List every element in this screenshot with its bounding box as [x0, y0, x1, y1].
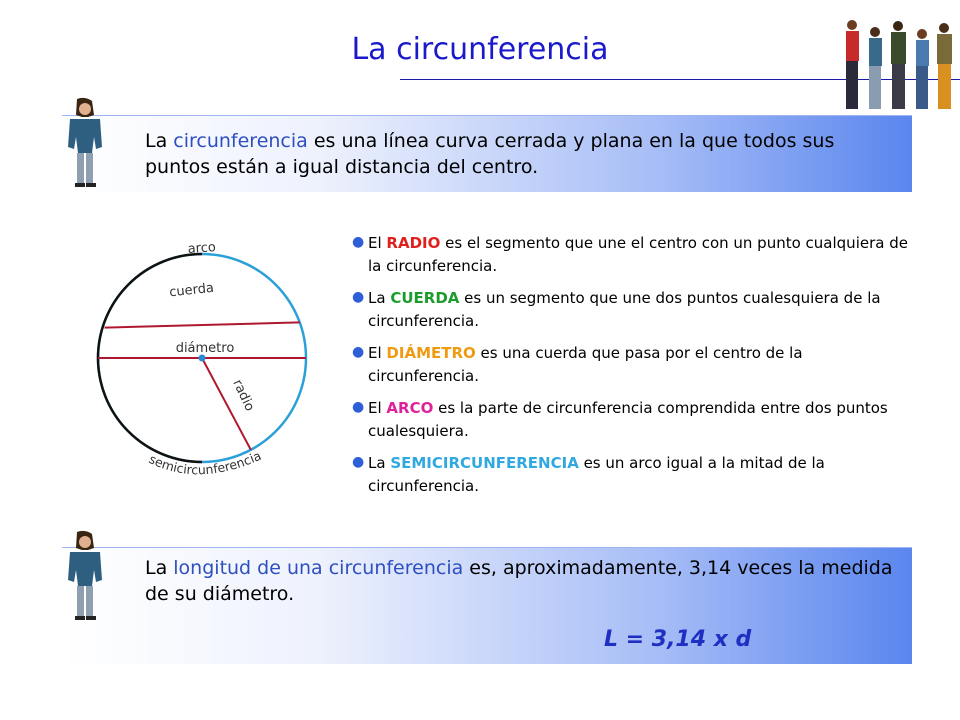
bullet-dot-icon: ●: [352, 399, 365, 415]
formula: L = 3,14 x d: [604, 627, 752, 652]
student-1: [846, 20, 859, 109]
definitions-list: [350, 232, 910, 507]
student-4: [916, 29, 929, 109]
label-radio: radio: [229, 377, 257, 414]
circle-diagram: [90, 222, 320, 477]
student-figure-bottom: [62, 530, 108, 622]
longitud-term: longitud de una circunferencia: [173, 557, 464, 579]
bullet-cuerda: ● La CUERDA es un segmento que une dos puntos cualesquiera de la circunferencia.: [350, 287, 910, 333]
bullet-dot-icon: ●: [352, 289, 365, 305]
student-3: [891, 21, 906, 109]
definition-term: circunferencia: [173, 130, 308, 152]
student-5: [937, 23, 952, 109]
page-title: La circunferencia: [351, 32, 609, 67]
student-2: [869, 27, 882, 109]
bullet-dot-icon: ●: [352, 454, 365, 470]
bullet-radio: ● El RADIO es el segmento que une el centro con un punto cualquiera de la circunferencia.: [350, 232, 910, 278]
chord-line: [105, 322, 300, 327]
label-cuerda: cuerda: [168, 280, 215, 301]
students-group-image: [838, 16, 956, 111]
longitud-text: La longitud de una circunferencia es, aproximadamente, 3,14 veces la medida de su diámetro.: [145, 557, 893, 605]
definition-box: [62, 115, 912, 192]
student-figure-top: [62, 97, 108, 189]
longitud-box: [62, 547, 912, 664]
bullet-semicircunferencia: ● La SEMICIRCUNFERENCIA es un arco igual a la mitad de la circunferencia.: [350, 452, 910, 498]
bullet-dot-icon: ●: [352, 344, 365, 360]
label-arco: arco: [187, 240, 217, 257]
bullet-diametro: ● El DIÁMETRO es una cuerda que pasa por el centro de la circunferencia.: [350, 342, 910, 388]
label-diametro: diámetro: [175, 341, 235, 356]
bullet-dot-icon: ●: [352, 234, 365, 250]
definition-text: La circunferencia es una línea curva cerrada y plana en la que todos sus puntos están a igual distancia del centro.: [145, 130, 835, 178]
label-semicircunferencia: semicircunferencia: [146, 447, 264, 477]
bullet-arco: ● El ARCO es la parte de circunferencia comprendida entre dos puntos cualesquiera.: [350, 397, 910, 443]
